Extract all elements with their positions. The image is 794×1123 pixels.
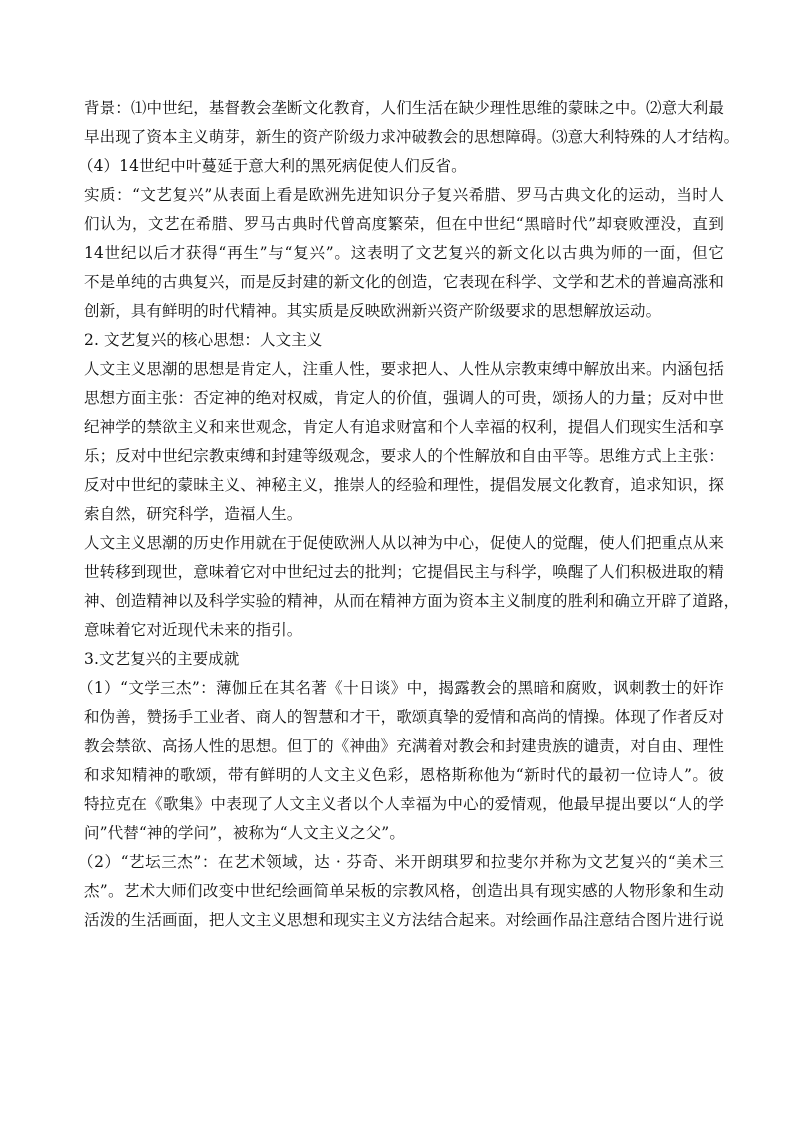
text-line: （4）14世纪中叶蔓延于意大利的黑死病促使人们反省。: [78, 157, 467, 175]
text-line: 人文主义思潮的历史作用就在于促使欧洲人从以神为中心，促使人的觉醒，使人们把重点从来: [84, 534, 724, 552]
text-line: 神、创造精神以及科学实验的精神，从而在精神方面为资本主义制度的胜利和确立开辟了道路，: [84, 592, 740, 610]
text-line: 创新，具有鲜明的时代精神。其实质是反映欧洲新兴资产阶级要求的思想解放运动。: [84, 302, 662, 320]
text-line: 意味着它对近现代未来的指引。: [84, 621, 303, 639]
section-heading: 2. 文艺复兴的核心思想：人文主义: [84, 331, 323, 349]
text-line: 人文主义思潮的思想是肯定人，注重人性，要求把人、人性从宗教束缚中解放出来。内涵包括: [84, 360, 724, 378]
text-line: 活泼的生活画面，把人文主义思想和现实主义方法结合起来。对绘画作品注意结合图片进行说: [84, 911, 724, 929]
text-line: 反对中世纪的蒙昧主义、神秘主义，推崇人的经验和理性，提倡发展文化教育，追求知识，探: [84, 476, 724, 494]
text-line: 纪神学的禁欲主义和来世观念，肯定人有追求财富和个人幸福的权利，提倡人们现实生活和享: [84, 418, 724, 436]
text-line: 特拉克在《歌集》中表现了人文主义者以个人幸福为中心的爱情观，他最早提出要以“人的学: [84, 795, 724, 813]
text-line: 问”代替“神的学问”，被称为“人文主义之父”。: [84, 824, 405, 842]
section-heading: 3.文艺复兴的主要成就: [84, 650, 240, 668]
text-line: 和求知精神的歌颂，带有鲜明的人文主义色彩，恩格斯称他为“新时代的最初一位诗人”。彼: [84, 766, 724, 784]
text-line: 世转移到现世，意味着它对中世纪过去的批判；它提倡民主与科学，唤醒了人们积极进取的精: [84, 563, 724, 581]
text-line: 们认为，文艺在希腊、罗马古典时代曾高度繁荣，但在中世纪“黑暗时代”却衰败湮没，直到: [84, 215, 724, 233]
text-line: 杰”。艺术大师们改变中世纪绘画简单呆板的宗教风格，创造出具有现实感的人物形象和生动: [84, 882, 724, 900]
text-line: 背景：⑴中世纪，基督教会垄断文化教育，人们生活在缺少理性思维的蒙昧之中。⑵意大利最: [84, 99, 724, 117]
text-line: 乐；反对中世纪宗教束缚和封建等级观念，要求人的个性解放和自由平等。思维方式上主张：: [84, 447, 724, 465]
text-line: 思想方面主张：否定神的绝对权威，肯定人的价值，强调人的可贵，颂扬人的力量；反对中世: [84, 389, 724, 407]
text-line: 和伪善，赞扬手工业者、商人的智慧和才干，歌颂真挚的爱情和高尚的情操。体现了作者反对: [84, 708, 724, 726]
text-line: （2）“艺坛三杰”：在艺术领域，达 · 芬奇、米开朗琪罗和拉斐尔并称为文艺复兴的“美术三: [78, 853, 724, 871]
text-line: 索自然，研究科学，造福人生。: [84, 505, 303, 523]
text-line: （1）“文学三杰”：薄伽丘在其名著《十日谈》中，揭露教会的黑暗和腐败，讽刺教士的奸诈: [78, 679, 724, 697]
text-line: 实质：“文艺复兴”从表面上看是欧洲先进知识分子复兴希腊、罗马古典文化的运动，当时人: [84, 186, 724, 204]
text-line: 不是单纯的古典复兴，而是反封建的新文化的创造，它表现在科学、文学和艺术的普遍高涨和: [84, 273, 724, 291]
text-line: 14世纪以后才获得“再生”与“复兴”。这表明了文艺复兴的新文化以古典为师的一面，但它: [84, 244, 724, 262]
text-line: 早出现了资本主义萌芽，新生的资产阶级力求冲破教会的思想障碍。⑶意大利特殊的人才结构。: [84, 128, 740, 146]
text-line: 教会禁欲、高扬人性的思想。但丁的《神曲》充满着对教会和封建贵族的谴责，对自由、理性: [84, 737, 724, 755]
